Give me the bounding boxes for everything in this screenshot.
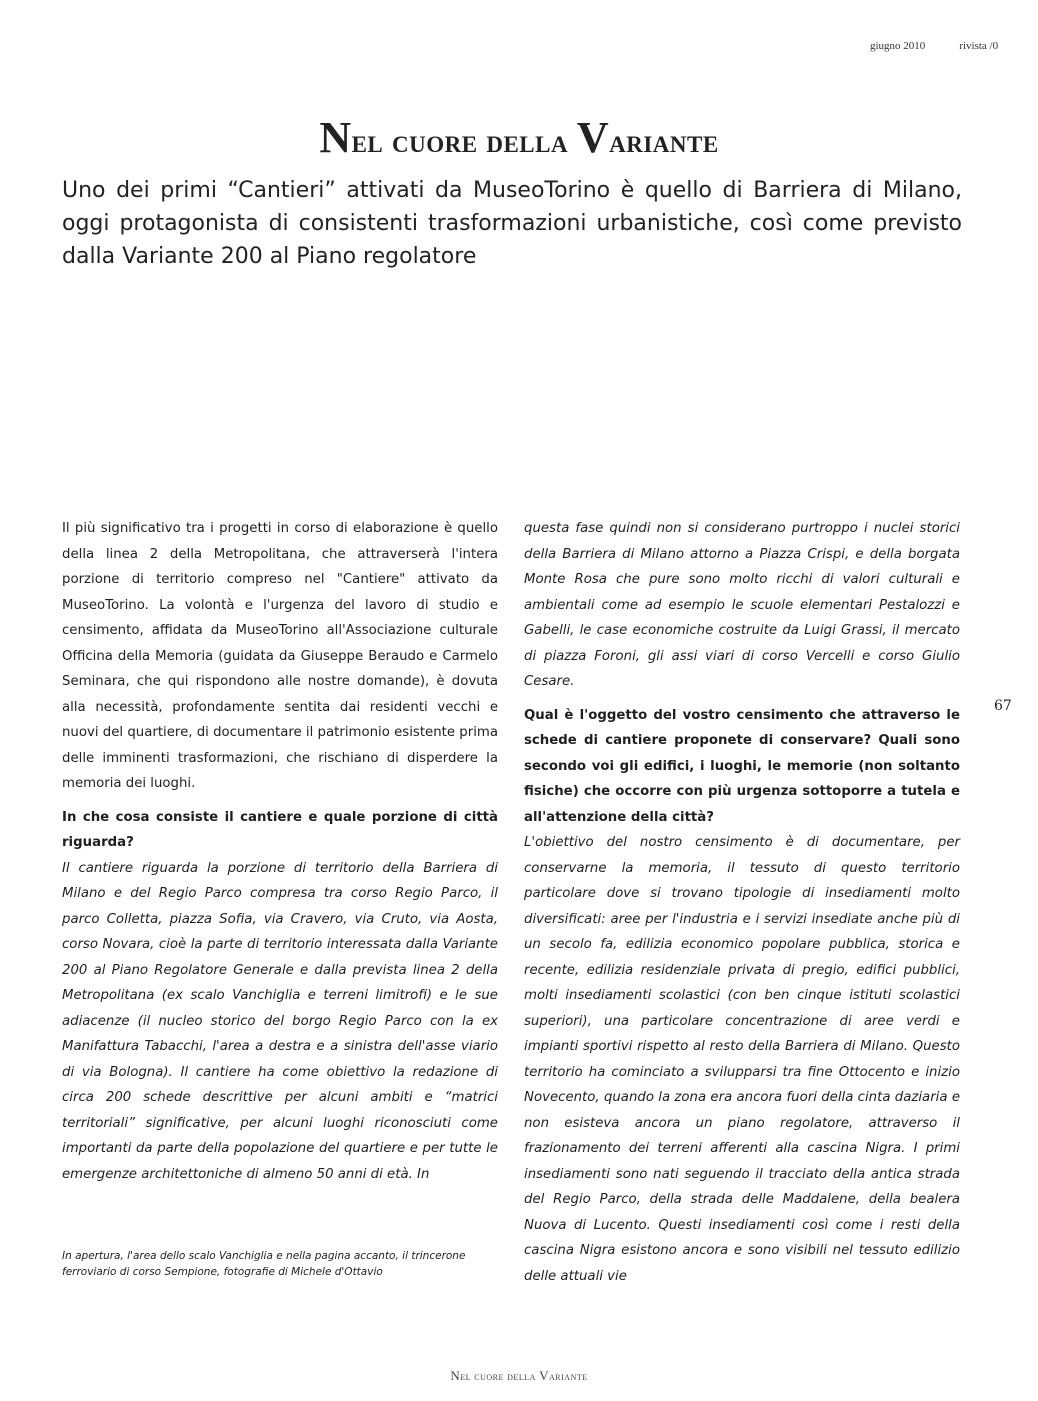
answer-1: Il cantiere riguarda la porzione di territorio della Barriera di Milano e del Regio Parco compresa tra corso Regio Parco, il parco Colletta, piazza Sofia, via Cravero, via Cruto, via Aosta, corso Novara, cioè la parte di territorio interessata dalla Variante 200 al Piano Regolatore Generale e dalla prevista linea 2 della Metropolitana (ex scalo Vanchiglia e terreni limitrofi) e le sue adiacenze (il nucleo storico del borgo Regio Parco con la ex Manifattura Tabacchi, l'area a destra e a sinistra dell'asse viario di via Bologna). Il cantiere ha come obiettivo la redazione di circa 200 schede descrittive per alcuni ambiti e “matrici territoriali” significative, per alcuni luoghi riconosciuti come importanti da parte della popolazione del quartiere e per tutte le emergenze architettoniche di almeno 50 anni di età. In <box>62 860 498 1182</box>
photo-caption: In apertura, l'area dello scalo Vanchiglia e nella pagina accanto, il trincerone ferroviario di corso Sempione, fotografie di Michele d'Ottavio <box>62 1250 466 1278</box>
header-meta <box>870 40 1020 52</box>
answer-2: L'obiettivo del nostro censimento è di documentare, per conservarne la memoria, il tessuto di questo territorio particolare dove si trovano tipologie di insediamenti molto diversificati: aree per l'industria e i servizi insediate anche più di un secolo fa, edilizia economico popolare pubblica, storica e recente, edilizia residenziale privata di pregio, edifici pubblici, molti insediamenti scolastici (con ben cinque istituti scolastici superiori), una particolare concentrazione di aree verdi e impianti sportivi rispetto al resto della Barriera di Milano. Questo territorio ha cominciato a svilupparsi tra fine Ottocento e inizio Novecento, quando la zona era ancora fuori della cinta daziaria e non esisteva ancora un piano regolatore, attraverso il frazionamento dei terreni afferenti alla cascina Nigra. I primi insediamenti sono nati seguendo il tracciato della antica strada del Regio Parco, della strada delle Maddalene, della bealera Nuova di Lucento. Questi insediamenti così come i resti della cascina Nigra esistono ancora e sono visibili nel tessuto edilizio delle attuali vie <box>524 835 960 1284</box>
issue-date: giugno 2010 <box>870 40 926 52</box>
question-2: Qual è l'oggetto del vostro censimento che attraverso le schede di cantiere proponete di conservare? Quali sono secondo voi gli edifici, i luoghi, le memorie (non soltanto fisiche) che occorre con più urgenza sottoporre a tutela e all'attenzione della città? <box>524 707 960 825</box>
left-column <box>62 516 498 1187</box>
article-subtitle: Uno dei primi “Cantieri” attivati da MuseoTorino è quello di Barriera di Milano, oggi protagonista di consistenti trasformazioni urbanistiche, così come previsto dalla Variante 200 al Piano regolatore <box>62 178 962 269</box>
article-title: Nel cuore della Variante <box>319 113 719 162</box>
question-1: In che cosa consiste il cantiere e quale porzione di città riguarda? <box>62 809 498 850</box>
running-footer: Nel cuore della Variante <box>450 1368 588 1383</box>
issue-number: rivista /0 <box>959 40 999 52</box>
page-number: 67 <box>994 698 1012 714</box>
right-column <box>524 516 960 1289</box>
answer-1-continuation: questa fase quindi non si considerano purtroppo i nuclei storici della Barriera di Milano attorno a Piazza Crispi, e della borgata Monte Rosa che pure sono molto ricchi di valori culturali e ambientali come ad esempio le scuole elementari Pestalozzi e Gabelli, le case economiche costruite da Luigi Grassi, il mercato di piazza Foroni, gli assi viari di corso Vercelli e corso Giulio Cesare. <box>524 521 960 689</box>
intro-paragraph: Il più significativo tra i progetti in corso di elaborazione è quello della linea 2 della Metropolitana, che attraverserà l'intera porzione di territorio compreso nel "Cantiere" attivato da MuseoTorino. La volontà e l'urgenza del lavoro di studio e censimento, affidata da MuseoTorino all'Associazione culturale Officina della Memoria (guidata da Giuseppe Beraudo e Carmelo Seminara, che qui rispondono alle nostre domande), è dovuta alla necessità, profondamente sentita dai residenti vecchi e nuovi del quartiere, di documentare il patrimonio esistente prima delle imminenti trasformazioni, che rischiano di disperdere la memoria dei luoghi. <box>62 521 498 791</box>
